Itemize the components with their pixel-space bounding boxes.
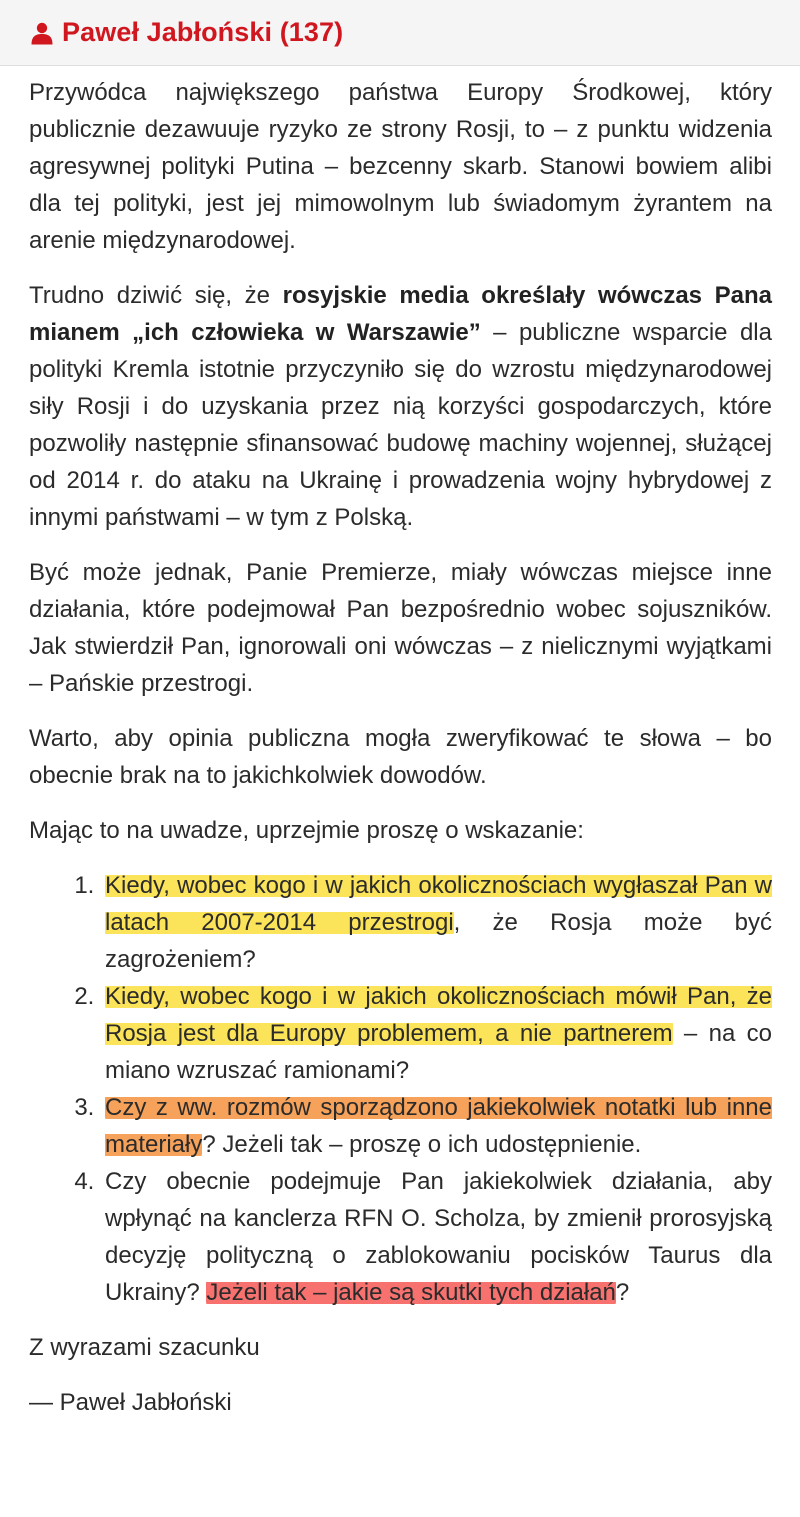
question-4 bbox=[101, 1163, 772, 1311]
question-list bbox=[29, 867, 772, 1311]
paragraph-2 bbox=[29, 277, 772, 536]
question-1 bbox=[101, 867, 772, 978]
user-icon bbox=[30, 21, 54, 45]
question-4-text: Czy obecnie podejmuje Pan jakiekolwiek działania, aby wpłynąć na kanclerza RFN O. Scholza, by zmienił prorosyjską decyzję polityczną o zablokowaniu pocisków Taurus dla Ukrainy? bbox=[105, 1168, 772, 1306]
closing-regards: Z wyrazami szacunku bbox=[29, 1334, 260, 1361]
signature: — Paweł Jabłoński bbox=[29, 1389, 232, 1416]
paragraph-2-bold: rosyjskie media określały wówczas Pana mianem „ich człowieka w Warszawie” bbox=[29, 282, 772, 346]
question-2 bbox=[101, 978, 772, 1089]
question-1-rest: , że Rosja może być zagrożeniem? bbox=[105, 909, 772, 973]
question-4-rest: ? bbox=[615, 1279, 630, 1306]
question-3-rest: ? Jeżeli tak – proszę o ich udostępnienie. bbox=[202, 1131, 642, 1158]
paragraph-2-rest: – publiczne wsparcie dla polityki Kremla istotnie przyczyniło się do wzrostu międzynarodowej siły Rosji i do uzyskania przez nią korzyści gospodarczych, które pozwoliły następnie sfinansować budowę machiny wojennej, służącej od 2014 r. do ataku na Ukrainę i prowadzenia wojny hybrydowej z innymi państwami – w tym z Polską. bbox=[29, 319, 772, 531]
paragraph-1: Przywódca największego państwa Europy Środkowej, który publicznie dezawuuje ryzyko ze strony Rosji, to – z punktu widzenia agresywnej polityki Putina – bezcenny skarb. Stanowi bowiem alibi dla tej polityki, jest jej mimowolnym lub świadomym żyrantem na arenie międzynarodowej. bbox=[29, 79, 772, 254]
paragraph-3: Być może jednak, Panie Premierze, miały wówczas miejsce inne działania, które podejmował Pan bezpośrednio wobec sojuszników. Jak stwierdził Pan, ignorowali oni wówczas – z nielicznymi wyjątkami – Pańskie przestrogi. bbox=[29, 559, 772, 697]
highlight-red: Jeżeli tak – jakie są skutki tych działań bbox=[206, 1279, 616, 1306]
question-2-rest: – na co miano wzruszać ramionami? bbox=[105, 1020, 772, 1084]
paragraph-5: Mając to na uwadze, uprzejmie proszę o wskazanie: bbox=[29, 817, 584, 844]
author-link[interactable]: Paweł Jabłoński (137) bbox=[62, 17, 344, 47]
post-body bbox=[0, 74, 800, 1421]
paragraph-2-intro: Trudno dziwić się, że bbox=[29, 282, 283, 309]
post-header bbox=[0, 0, 800, 66]
highlight-orange: Czy z ww. rozmów sporządzono jakiekolwiek notatki lub inne materiały bbox=[105, 1094, 772, 1158]
paragraph-4: Warto, aby opinia publiczna mogła zweryfikować te słowa – bo obecnie brak na to jakichkolwiek dowodów. bbox=[29, 725, 772, 789]
question-3 bbox=[101, 1089, 772, 1163]
highlight-yellow: Kiedy, wobec kogo i w jakich okolicznościach mówił Pan, że Rosja jest dla Europy problemem, a nie partnerem bbox=[105, 983, 772, 1047]
highlight-yellow: Kiedy, wobec kogo i w jakich okolicznościach wygłaszał Pan w latach 2007-2014 przestrogi bbox=[105, 872, 772, 936]
